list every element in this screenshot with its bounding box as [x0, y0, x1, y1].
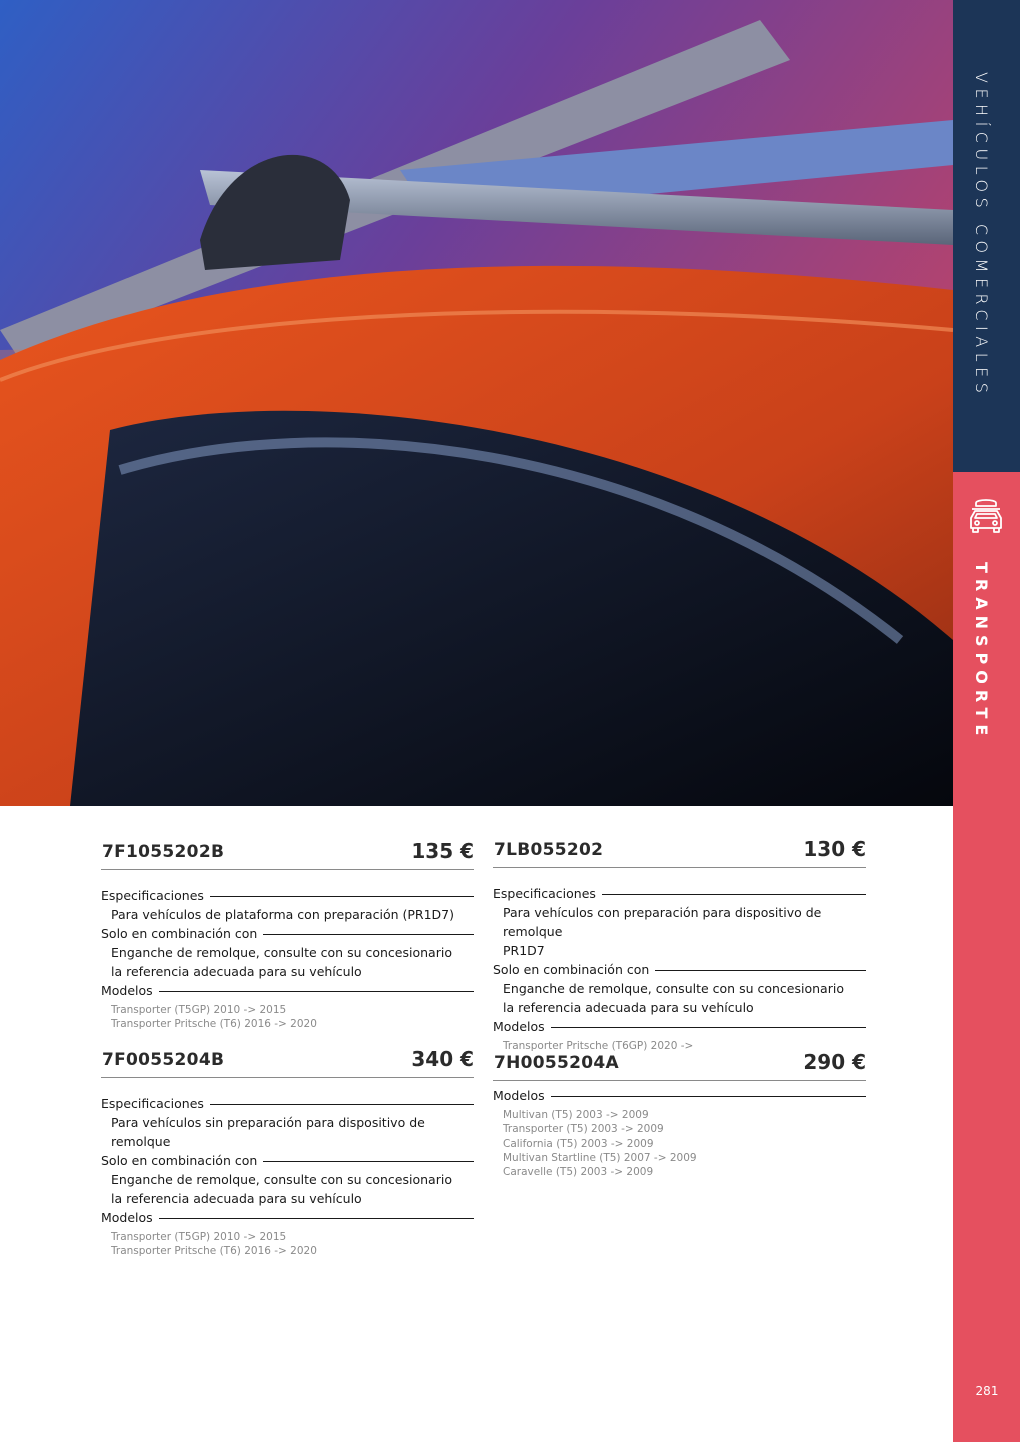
product-price: 340 € [411, 1047, 474, 1071]
product-card-7H0055204A [493, 1050, 866, 1179]
combo-text-line: Enganche de remolque, consulte con su concesionario [111, 1172, 452, 1187]
divider [210, 1104, 474, 1105]
product-specs [493, 884, 866, 1053]
roof-box-car-icon [964, 494, 1008, 538]
divider [602, 894, 866, 895]
spec-text: Para vehículos de plataforma con preparación (PR1D7) [111, 907, 454, 922]
spec-label-row [101, 886, 474, 905]
models-label-row [101, 981, 474, 1000]
models-label: Modelos [101, 983, 153, 998]
combo-text-line: Enganche de remolque, consulte con su concesionario [111, 945, 452, 960]
spec-label: Especificaciones [101, 888, 204, 903]
product-specs [101, 1094, 474, 1259]
model-item: Caravelle (T5) 2003 -> 2009 [503, 1166, 654, 1179]
model-item: Multivan (T5) 2003 -> 2009 [503, 1109, 649, 1121]
model-item: Multivan Startline (T5) 2007 -> 2009 [503, 1151, 697, 1164]
divider [159, 1218, 474, 1219]
model-item: Transporter (T5) 2003 -> 2009 [503, 1123, 664, 1136]
models-label-row [101, 1208, 474, 1227]
spec-text-line: PR1D7 [503, 943, 545, 958]
product-card-7F1055202B [101, 839, 474, 1032]
model-item: Transporter Pritsche (T6GP) 2020 -> [503, 1040, 694, 1052]
product-price: 135 € [411, 839, 474, 863]
models-list [493, 1105, 866, 1179]
divider [655, 970, 866, 971]
page-number: 281 [975, 1384, 999, 1398]
divider [551, 1096, 866, 1097]
combo-text-line: la referencia adecuada para su vehículo [503, 1000, 754, 1015]
models-label-row [493, 1086, 866, 1105]
product-code: 7LB055202 [494, 840, 604, 860]
product-price: 130 € [803, 837, 866, 861]
spec-label: Especificaciones [101, 1096, 204, 1111]
models-label: Modelos [493, 1019, 545, 1034]
divider [551, 1027, 866, 1028]
sidebar-category-title: VEHÍCULOS COMERCIALES [972, 72, 991, 399]
product-card-7LB055202 [493, 837, 866, 1053]
combo-label: Solo en combinación con [493, 962, 650, 977]
models-label: Modelos [101, 1210, 153, 1225]
model-item: California (T5) 2003 -> 2009 [503, 1137, 654, 1150]
combo-label: Solo en combinación con [101, 926, 258, 941]
product-header [101, 839, 474, 870]
product-specs [493, 1086, 866, 1179]
model-item: Transporter (T5GP) 2010 -> 2015 [111, 1004, 287, 1016]
models-label-row [493, 1017, 866, 1036]
divider [263, 1161, 474, 1162]
models-list [101, 1000, 474, 1032]
product-price: 290 € [803, 1050, 866, 1074]
combo-label-row [493, 960, 866, 979]
sidebar-section-title: TRANSPORTE [972, 562, 991, 742]
product-code: 7H0055204A [494, 1053, 620, 1073]
product-header [493, 1050, 866, 1081]
model-item: Transporter Pritsche (T6) 2016 -> 2020 [111, 1018, 317, 1031]
combo-text-line: Enganche de remolque, consulte con su concesionario [503, 981, 844, 996]
model-item: Transporter (T5GP) 2010 -> 2015 [111, 1231, 287, 1243]
spec-label: Especificaciones [493, 886, 596, 901]
combo-label-row [101, 924, 474, 943]
combo-text-line: la referencia adecuada para su vehículo [111, 964, 362, 979]
combo-label: Solo en combinación con [101, 1153, 258, 1168]
combo-label-row [101, 1151, 474, 1170]
product-code: 7F1055202B [102, 842, 225, 862]
spec-label-row [493, 884, 866, 903]
product-header [101, 1047, 474, 1078]
product-card-7F0055204B [101, 1047, 474, 1259]
product-specs [101, 886, 474, 1032]
divider [210, 896, 474, 897]
spec-text-line: Para vehículos con preparación para dispositivo de remolque [503, 905, 822, 939]
models-label: Modelos [493, 1088, 545, 1103]
spec-text: Para vehículos sin preparación para dispositivo de remolque [111, 1115, 425, 1149]
model-item: Transporter Pritsche (T6) 2016 -> 2020 [111, 1245, 317, 1258]
product-header [493, 837, 866, 868]
models-list [101, 1227, 474, 1259]
combo-text-line: la referencia adecuada para su vehículo [111, 1191, 362, 1206]
product-code: 7F0055204B [102, 1050, 225, 1070]
divider [263, 934, 474, 935]
spec-label-row [101, 1094, 474, 1113]
divider [159, 991, 474, 992]
